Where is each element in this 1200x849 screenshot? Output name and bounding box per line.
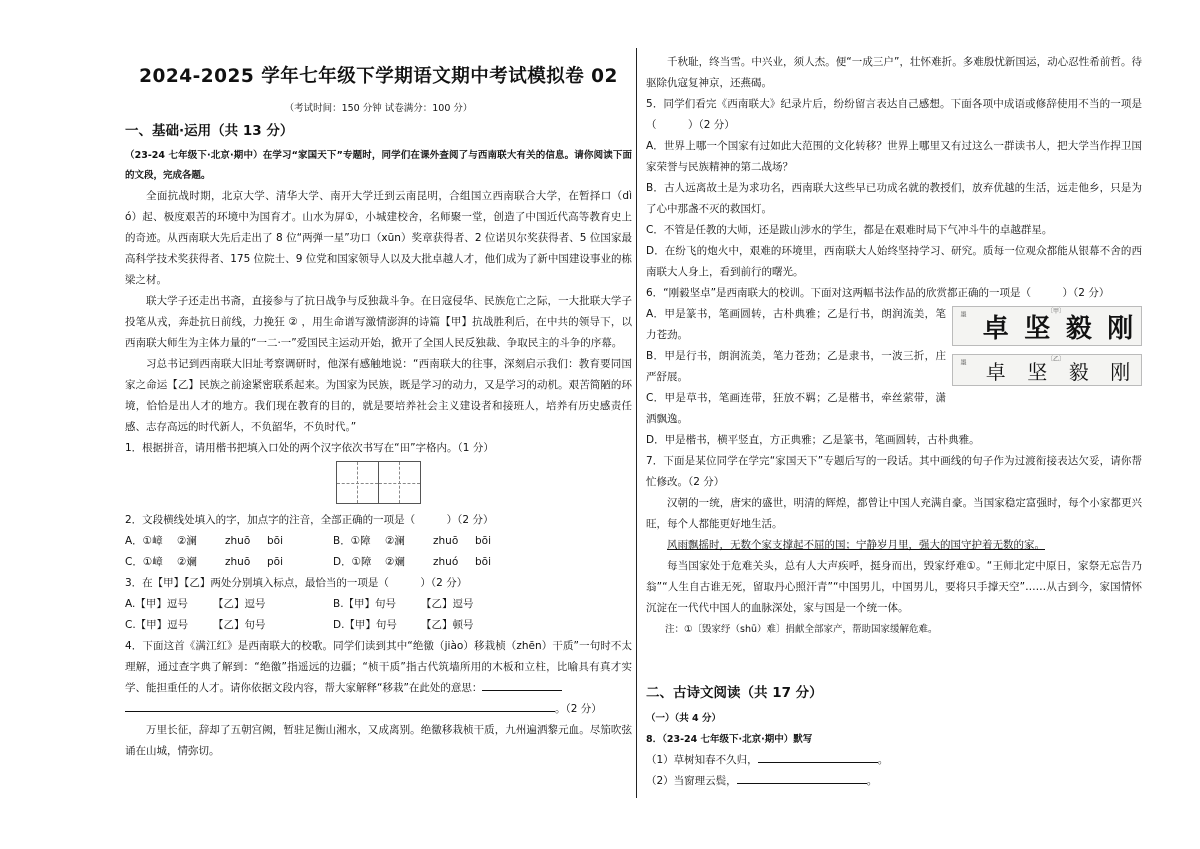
option-text: zhuō (225, 556, 251, 568)
question-8-item-2-text: （2）当窗理云鬓， (646, 775, 737, 787)
question-4 (125, 636, 632, 720)
question-4-points: 。（2 分） (555, 703, 602, 715)
option-text: bōi (267, 535, 284, 547)
calligraphy-char: 坚 (1024, 313, 1051, 344)
option-text: ②澜 (385, 535, 405, 547)
calligraphy-b-seal: 墨 (959, 359, 966, 365)
option-text: 【乙】顿号 (421, 619, 474, 631)
option-text: zhuó (433, 556, 459, 568)
calligraphy-b-tag: 〔乙〕 (1047, 356, 1066, 363)
question-6-option-b[interactable]: B．甲是行书，朗润流美，笔力苍劲；乙是隶书，一波三折，庄严舒展。 (646, 350, 946, 383)
question-5-option-d[interactable]: D．在纷飞的炮火中，艰难的环境里，西南联大人始终坚持学习、研究。质每一位观众都能从银幕不舍的西南联大人身上，看到前行的曙光。 (646, 245, 1142, 278)
question-8-item-1-text: （1）草树知春不久归， (646, 754, 758, 766)
question-7-paragraph-1: 汉朝的一统，唐宋的盛世，明清的辉煌，都曾让中国人充满自豪。当国家稳定富强时，每个小家都更兴旺，每个人都能更好地生活。 (646, 497, 1142, 530)
answer-blank-8-1[interactable] (758, 762, 878, 763)
option-text: pōi (267, 556, 284, 568)
calligraphy-char: 刚 (1107, 313, 1134, 344)
option-label[interactable]: A．①嶂 (125, 535, 163, 547)
right-column (646, 52, 1142, 792)
calligraphy-b (952, 354, 1142, 386)
question-3-options-row2 (125, 615, 632, 636)
option-label[interactable]: D.【甲】句号 (333, 619, 397, 631)
tian-grid (125, 461, 632, 504)
calligraphy-a (952, 306, 1142, 346)
period: 。 (877, 754, 889, 766)
answer-blank-4b[interactable] (125, 711, 555, 712)
question-6-option-c[interactable]: C．甲是草书，笔画连带，狂放不羁；乙是楷书，牵丝萦带，潇洒飘逸。 (646, 392, 946, 425)
question-7: 7．下面是某位同学在学完“家国天下”专题后写的一段话。其中画线的句子作为过渡衔接表达欠妥，请你帮忙修改。（2 分） (646, 455, 1142, 488)
question-5-option-b[interactable]: B．古人远离故土是为求功名，西南联大这些早已功成名就的教授们，放弃优越的生活，远走他乡，只是为了心中那盏不灭的救国灯。 (646, 182, 1142, 215)
calligraphy-char: 毅 (1068, 359, 1089, 384)
option-text: bōi (475, 535, 492, 547)
answer-blank-4a[interactable] (482, 690, 562, 691)
question-6-option-a[interactable]: A．甲是篆书，笔画圆转，古朴典雅；乙是行书，朗润流美，笔力苍劲。 (646, 308, 946, 341)
option-label[interactable]: B.【甲】句号 (333, 598, 397, 610)
calligraphy-a-seal: 墨 (959, 311, 966, 317)
option-text: 【乙】逗号 (213, 598, 266, 610)
option-text: zhuō (225, 535, 251, 547)
passage-paragraph-1: 全面抗战时期，北京大学、清华大学、南开大学迁到云南昆明，合组国立西南联合大学，在暂择口（dì ó）起、极度艰苦的环境中为国育才。山水为屏①，小城建校舍，名师聚一堂，创造了中国近代高等教育史上的奇迹。从西南联大先后走出了 8 位“两弹一星”功口（xūn）奖章获得者、2 位诺贝尔奖获得者、5 位国家最高科学技术奖获得者、175 位院士、9 位党和国家领导人以及大批卓越人才，他们成为了新中国建设事业的栋梁之材。 (125, 190, 632, 286)
question-3-options-row1 (125, 594, 632, 615)
question-6-block (646, 304, 1142, 451)
calligraphy-char: 刚 (1110, 359, 1131, 384)
section-heading-poetry: 二、古诗文阅读（共 17 分） (646, 685, 823, 701)
question-6: 6．“刚毅坚卓”是西南联大的校训。下面对这两幅书法作品的欣赏都正确的一项是（ ）（2 分） (646, 287, 1110, 299)
tian-box-1[interactable] (336, 461, 379, 504)
calligraphy-char: 毅 (1065, 313, 1092, 344)
option-label[interactable]: B．①障 (333, 535, 371, 547)
option-label[interactable]: A.【甲】逗号 (125, 598, 188, 610)
option-text: ②斓 (177, 556, 197, 568)
section-intro: （23-24 七年级下·北京·期中）在学习“家国天下”专题时，同学们在课外查阅了与西南联大有关的信息。请你阅读下面的文段，完成各题。 (125, 150, 632, 181)
question-5-option-c[interactable]: C．不管是任教的大师，还是跋山涉水的学生，都是在艰难时局下气冲斗牛的卓越群星。 (646, 224, 1053, 236)
question-2: 2．文段横线处填入的字，加点字的注音，全部正确的一项是（ ）（2 分） (125, 514, 494, 526)
question-8-item-1 (646, 750, 1142, 771)
period: 。 (866, 775, 878, 787)
calligraphy-images (952, 306, 1142, 386)
question-7-paragraph-2: 每当国家处于危难关头，总有人大声疾呼，挺身而出，毁家纾难①。“王师北定中原日，家祭无忘告乃翁”“人生自古谁无死，留取丹心照汗青”“中国男儿，中国男儿，要将只手撑天空”……从古到今，家国情怀沉淀在一代代中国人的血脉深处，家与国是一个统一体。 (646, 560, 1142, 614)
question-1: 1．根据拼音，请用楷书把填入口处的两个汉字依次书写在“田”字格内。（1 分） (125, 442, 494, 454)
option-text: ②斓 (385, 556, 405, 568)
calligraphy-char: 卓 (982, 313, 1009, 344)
option-text: zhuō (433, 535, 459, 547)
option-text: bōi (475, 556, 492, 568)
answer-blank-8-2[interactable] (737, 783, 867, 784)
passage-paragraph-3: 习总书记到西南联大旧址考察调研时，他深有感触地说：“西南联大的往事，深刻启示我们：教育要同国家之命运【乙】民族之前途紧密联系起来。为国家为民族，既是学习的动力，又是学习的动机。艰苦简陋的环境，恰恰是出人才的地方。我们现在教育的目的，就是要培养社会主义建设者和接班人，培养有历史感责任感、志存高远的时代新人，不负韶华，不负时代。” (125, 358, 632, 433)
calligraphy-char: 卓 (985, 359, 1006, 384)
subsection-heading: （一）（共 4 分） (646, 713, 721, 724)
question-7-underlined-sentence[interactable]: 风雨飘摇时，无数个家支撑起不屈的国；宁静岁月里，强大的国守护着无数的家。 (667, 539, 1045, 551)
option-label[interactable]: C.【甲】逗号 (125, 619, 189, 631)
option-label[interactable]: C．①嶂 (125, 556, 163, 568)
question-5-option-a[interactable]: A．世界上哪一个国家有过如此大范围的文化转移？世界上哪里又有过这么一群读书人，把大学当作捍卫国家荣誉与民族精神的第二战场？ (646, 140, 1142, 173)
tian-box-2[interactable] (378, 461, 421, 504)
question-4-text: 4．下面这首《满江红》是西南联大的校歌。同学们读到其中“绝徼（jiào）移栽桢（zhēn）干质”一句时不太理解，通过查字典了解到：“绝徼”指遥远的边疆；“桢干质”指古代筑墙所用的木板和立柱，比喻具有真才实学、能担重任的人才。请你依据文段内容，帮大家解释“移栽”在此处的意思： (125, 640, 632, 694)
question-8: 8．（23-24 七年级下·北京·期中）默写 (646, 734, 813, 745)
poem-part-2: 千秋耻，终当雪。中兴业，须人杰。便“一成三户”，壮怀难折。多难殷忧新国运，动心忍性希前哲。待驱除仇寇复神京，还燕碣。 (646, 56, 1142, 89)
option-label[interactable]: D．①障 (333, 556, 372, 568)
left-column (125, 42, 632, 762)
option-text: ②澜 (177, 535, 197, 547)
option-text: 【乙】逗号 (421, 598, 474, 610)
option-text: 【乙】句号 (213, 619, 266, 631)
section-heading-basics: 一、基础·运用（共 13 分） (125, 123, 294, 139)
question-7-note: 注：①〔毁家纾（shū）难〕捐献全部家产，帮助国家缓解危难。 (665, 624, 938, 635)
page-title: 2024-2025 学年七年级下学期语文期中考试模拟卷 02 (139, 66, 618, 87)
poem-part-1: 万里长征，辞却了五朝宫阙，暂驻足衡山湘水，又成离别。绝徼移栽桢干质，九州遍洒黎元血。尽笳吹弦诵在山城，情弥切。 (125, 724, 632, 757)
question-8-item-2 (646, 771, 1142, 792)
passage-paragraph-2: 联大学子还走出书斋，直接参与了抗日战争与反独裁斗争。在日寇侵华、民族危亡之际，一大批联大学子投笔从戎，奔赴抗日前线，力挽狂 ② ，用生命谱写激情澎湃的诗篇【甲】抗战胜利后，在中共的领导下，以西南联大师生为主体力量的“一二·一”爱国民主运动开始，掀开了全国人民反独裁、争取民主的斗争的序幕。 (125, 295, 632, 349)
question-2-options-row2 (125, 552, 632, 573)
question-2-options-row1 (125, 531, 632, 552)
question-5: 5．同学们看完《西南联大》纪录片后，纷纷留言表达自己感想。下面各项中成语或修辞使用不当的一项是（ ）（2 分） (646, 98, 1142, 131)
column-divider (636, 48, 637, 798)
exam-info: （考试时间：150 分钟 试卷满分：100 分） (284, 103, 473, 114)
question-6-option-d[interactable]: D．甲是楷书，横平竖直，方正典雅；乙是篆书，笔画圆转，古朴典雅。 (646, 434, 980, 446)
question-3: 3．在【甲】【乙】两处分别填入标点，最恰当的一项是（ ）（2 分） (125, 577, 468, 589)
calligraphy-char: 坚 (1027, 359, 1048, 384)
calligraphy-a-tag: 〔甲〕 (1047, 308, 1066, 315)
